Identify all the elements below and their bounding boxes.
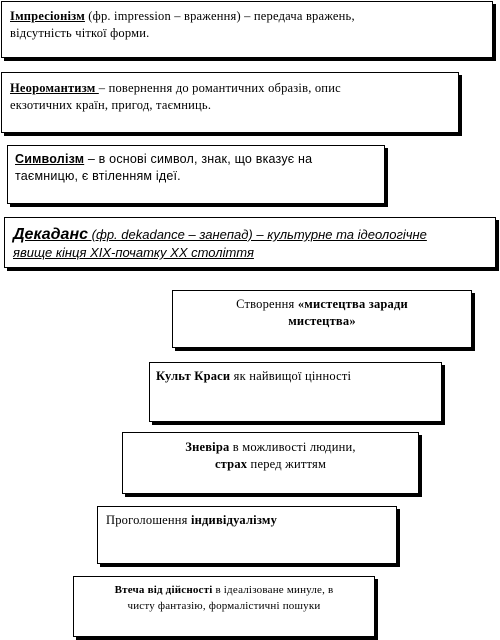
- feature-art-bold-2: мистецтва»: [288, 314, 356, 328]
- impressionism-definition-2: відсутність чіткої форми.: [10, 26, 150, 40]
- feature-art-bold-1: «мистецтва заради: [297, 297, 408, 311]
- feature-escape-rest-2: чисту фантазію, формалістичні пошуки: [127, 600, 321, 612]
- feature-despair-bold-2: страх: [214, 457, 248, 471]
- feature-escape-line-1: [80, 582, 368, 598]
- feature-beauty-cult-box: [149, 362, 442, 422]
- feature-individualism-bold: індивідуалізму: [190, 513, 278, 527]
- feature-individualism-line: [106, 512, 388, 529]
- feature-despair-bold-1: Зневіра: [185, 440, 230, 454]
- decadence-definition-2: явище кінця ХІХ-початку ХХ століття: [13, 245, 254, 260]
- decadence-term: Декаданс: [13, 226, 89, 243]
- impressionism-term: Імпресіонізм: [10, 9, 85, 23]
- decadence-box: [4, 217, 496, 268]
- symbolism-box: [7, 145, 385, 204]
- feature-individualism-prefix: Проголошення: [106, 513, 191, 527]
- symbolism-term: Символізм: [15, 152, 85, 166]
- feature-art-for-art-box: [172, 290, 472, 348]
- symbolism-line-1: [15, 151, 377, 168]
- neoromanticism-line-1: [10, 80, 450, 97]
- feature-beauty-rest: як найвищої цінності: [230, 369, 352, 383]
- symbolism-definition-1: – в основі символ, знак, що вказує на: [84, 152, 313, 166]
- feature-despair-line-1: [129, 439, 412, 456]
- feature-despair-rest-1: в можливості людини,: [229, 440, 356, 454]
- feature-beauty-line: [156, 368, 435, 385]
- feature-art-line-1: [179, 296, 465, 313]
- feature-despair-box: [122, 432, 419, 494]
- decadence-definition-1: (фр. dekadance – занепад) – культурне та ідеологічне: [88, 227, 427, 242]
- feature-escape-box: [73, 576, 375, 637]
- neoromanticism-definition-1: – повернення до романтичних образів, опис: [98, 81, 341, 95]
- impressionism-box: [1, 1, 493, 58]
- symbolism-definition-2: таємницю, є втіленням ідеї.: [15, 169, 181, 183]
- feature-despair-rest-2: перед життям: [247, 457, 327, 471]
- feature-escape-bold: Втеча від дійсності: [114, 584, 213, 596]
- decadence-line-1: [13, 226, 487, 244]
- feature-escape-rest-1: в ідеалізоване минуле, в: [212, 584, 334, 596]
- impressionism-definition-1: (фр. impression – враження) – передача вражень,: [84, 9, 355, 23]
- feature-individualism-box: [97, 506, 397, 564]
- impressionism-line-1: [10, 8, 484, 25]
- feature-despair-line-2: [129, 456, 412, 473]
- feature-art-prefix: Створення: [236, 297, 298, 311]
- neoromanticism-definition-2: екзотичних країн, пригод, таємниць.: [10, 98, 212, 112]
- neoromanticism-term: Неоромантизм: [10, 81, 99, 95]
- neoromanticism-box: [1, 72, 459, 133]
- feature-beauty-bold: Культ Краси: [156, 369, 231, 383]
